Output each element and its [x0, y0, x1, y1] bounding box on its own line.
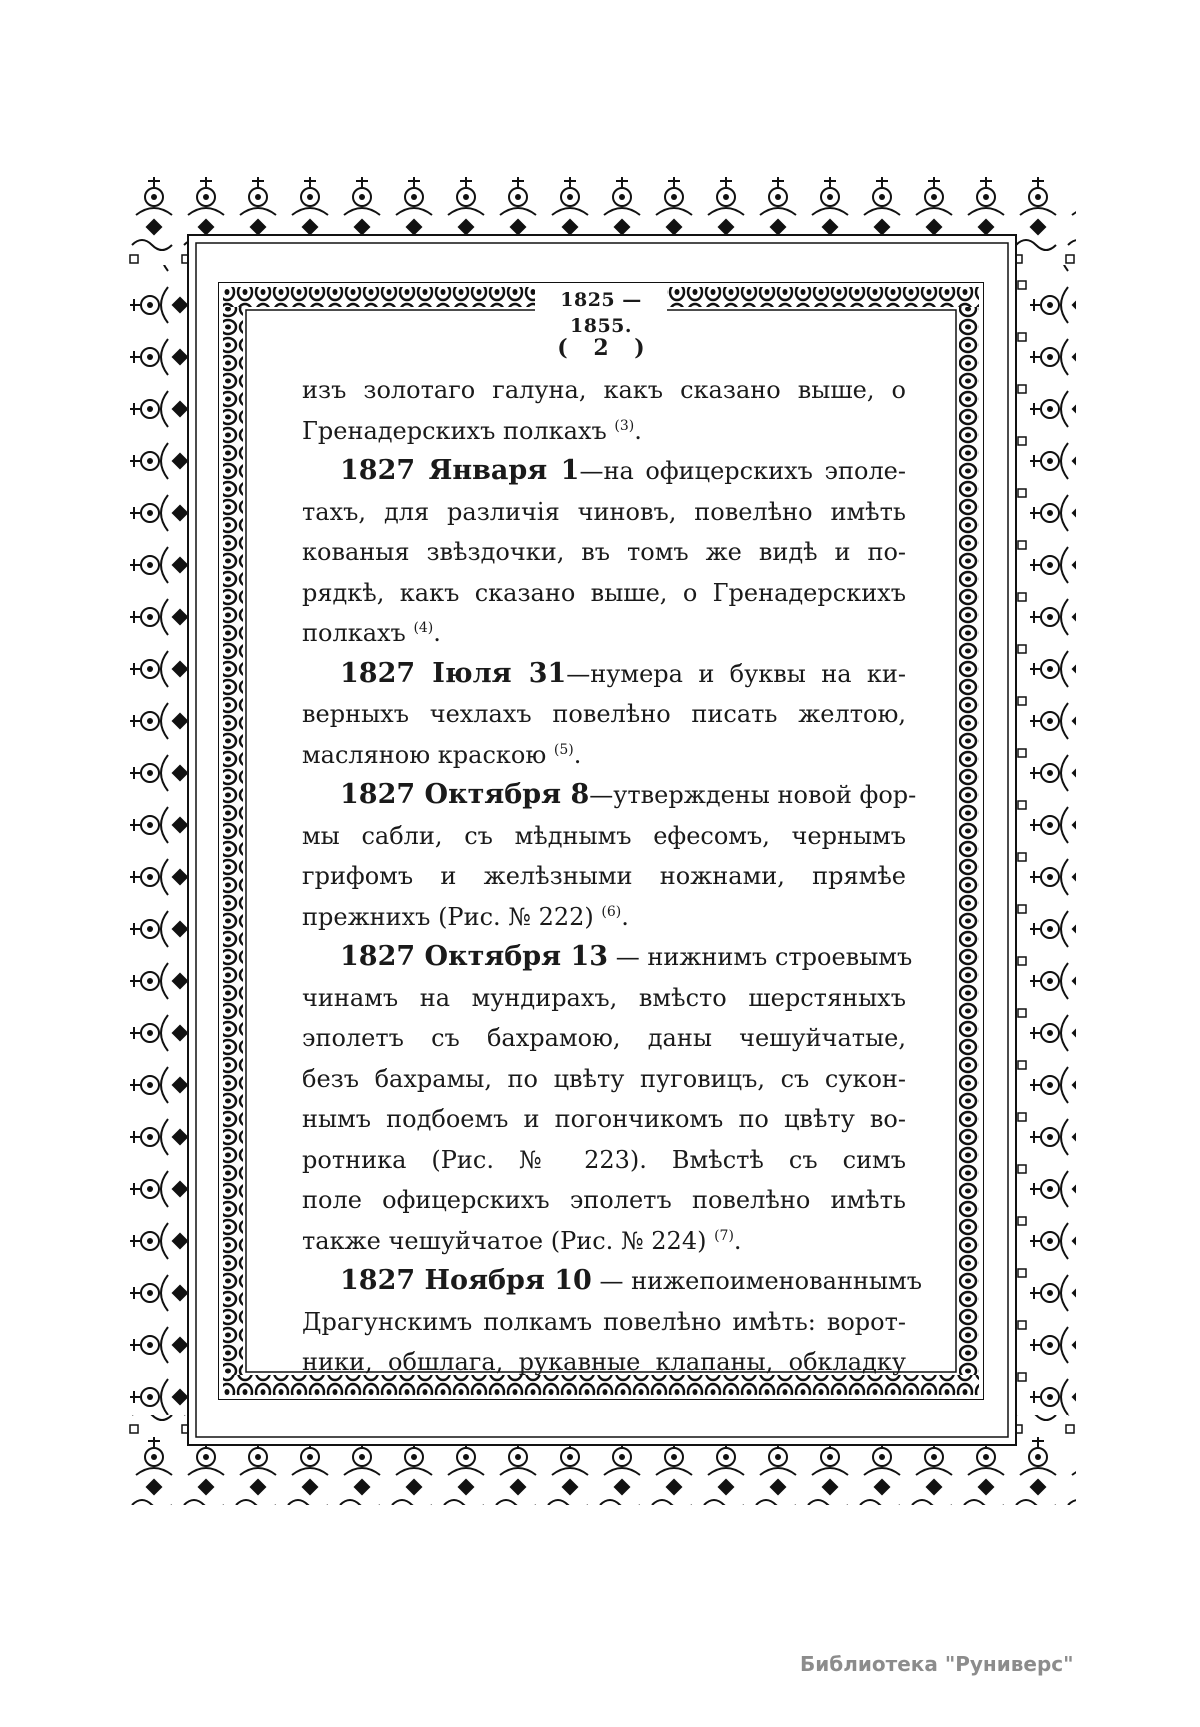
text-line	[302, 1140, 906, 1181]
text-line	[302, 1018, 906, 1059]
text-line	[302, 1261, 922, 1302]
header-years: 1825 — 1855.	[535, 287, 667, 313]
text-line	[302, 451, 906, 492]
body-text	[302, 370, 922, 1376]
footnote-marker: (5)	[553, 741, 574, 758]
line-text: верныхъ чехлахъ повелѣно писать желтою,	[302, 700, 906, 728]
text-line	[302, 1342, 906, 1383]
text-line	[302, 613, 906, 654]
line-tail: .	[733, 1226, 742, 1255]
library-watermark: Библиотека "Руниверс"	[800, 1652, 1074, 1676]
text-line	[302, 573, 906, 614]
line-text: также чешуйчатое (Рис. № 224)	[302, 1226, 715, 1255]
entry-date: 1827 Января 1	[340, 455, 580, 486]
line-text: прежнихъ (Рис. № 222)	[302, 902, 602, 931]
text-line	[302, 1221, 906, 1262]
line-text: изъ золотаго галуна, какъ сказано выше, о	[302, 376, 906, 404]
text-line	[302, 370, 906, 411]
entry-date: 1827 Октября 8	[340, 779, 590, 810]
footnote-marker: (7)	[714, 1227, 734, 1244]
text-line	[302, 775, 917, 816]
text-line	[302, 1180, 906, 1221]
line-text: чинамъ на мундирахъ, вмѣсто шерстяныхъ	[302, 983, 906, 1012]
text-line	[302, 856, 906, 897]
line-text: нымъ подбоемъ и погончикомъ по цвѣту во-	[302, 1105, 906, 1133]
line-text: —утверждены новой фор-	[589, 781, 917, 809]
text-line	[302, 1099, 906, 1140]
line-text: мы сабли, съ мѣднымъ ефесомъ, чернымъ	[302, 821, 906, 850]
entry-date: 1827 Ноября 10	[340, 1265, 592, 1296]
text-line	[302, 1059, 906, 1100]
text-line	[302, 694, 906, 735]
line-text: эполетъ съ бахрамою, даны чешуйчатые,	[302, 1024, 906, 1052]
text-line	[302, 978, 906, 1019]
line-text: Гренадерскихъ полкахъ	[302, 416, 615, 445]
line-text: —нумера и буквы на ки-	[566, 659, 906, 688]
line-text: ники, обшлага, рукавные клапаны, обкладку	[302, 1348, 906, 1376]
line-text: тахъ, для различія чиновъ, повелѣно имѣть	[302, 497, 906, 526]
entry-date: 1827 Іюля 31	[340, 657, 567, 689]
line-text: безъ бахрамы, по цвѣту пуговицъ, съ сукон-	[302, 1064, 906, 1093]
text-line	[302, 735, 906, 776]
line-text: — нижнимъ строевымъ	[608, 943, 913, 971]
line-text: кованыя звѣздочки, въ томъ же видѣ и по-	[302, 538, 906, 566]
line-text: Драгунскимъ полкамъ повелѣно имѣть: ворот-	[302, 1307, 906, 1336]
line-text: грифомъ и желѣзными ножнами, прямѣе	[302, 862, 906, 890]
line-text: — нижепоименованнымъ	[591, 1267, 922, 1295]
line-text: масляною краскою	[302, 740, 554, 769]
text-line	[302, 411, 906, 452]
text-line	[302, 654, 906, 695]
entry-date: 1827 Октября 13	[340, 941, 609, 972]
line-text: поле офицерскихъ эполетъ повелѣно имѣть	[302, 1186, 906, 1214]
text-line	[302, 1302, 906, 1343]
text-line	[302, 492, 906, 533]
page-number: ( 2 )	[557, 335, 645, 361]
footnote-marker: (3)	[614, 417, 635, 434]
line-text: ротника (Рис. № 223). Вмѣстѣ съ симъ	[302, 1145, 906, 1174]
line-tail: .	[433, 619, 441, 647]
footnote-marker: (6)	[601, 903, 622, 920]
footnote-marker: (4)	[413, 620, 434, 636]
line-text: —на офицерскихъ эполе-	[579, 457, 906, 485]
text-line	[302, 532, 906, 573]
line-text: рядкѣ, какъ сказано выше, о Гренадерскихъ	[302, 578, 906, 607]
line-tail: .	[634, 416, 642, 445]
line-text: полкахъ	[302, 619, 414, 647]
line-tail: .	[621, 902, 629, 931]
text-line	[302, 897, 906, 938]
line-tail: .	[573, 740, 582, 769]
text-line	[302, 937, 913, 978]
text-line	[302, 816, 906, 857]
